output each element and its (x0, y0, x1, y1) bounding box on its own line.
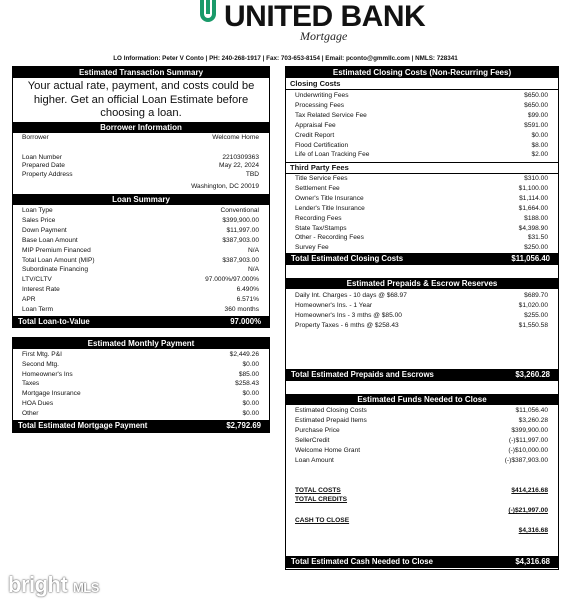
funds-needed-title: Estimated Funds Needed to Close (286, 394, 558, 405)
total-ltv-label: Total Loan-to-Value (18, 317, 90, 326)
funds-needed-row (286, 437, 558, 445)
total-credits-value-row (286, 507, 558, 515)
monthly-payment-value: $0.00 (242, 409, 259, 417)
funds-needed-label: Welcome Home Grant (295, 447, 361, 454)
bank-name: UNITED BANK (224, 0, 426, 33)
total-closing-costs-row (286, 253, 558, 265)
borrower-info-row (13, 154, 269, 162)
loan-summary-row (13, 237, 269, 245)
loan-summary-label: APR (22, 296, 36, 304)
third-party-fee-value: $1,114.00 (519, 194, 548, 202)
loan-summary-row (13, 227, 269, 235)
third-party-fee-label: Owner's Title Insurance (295, 194, 364, 202)
loan-summary-value: $387,903.00 (222, 256, 259, 264)
third-party-fee-value: $1,100.00 (518, 184, 548, 192)
prepaid-value: $1,020.00 (518, 302, 548, 309)
funds-needed-row (286, 427, 558, 435)
prepaid-row (286, 312, 558, 320)
loan-summary-label: Base Loan Amount (22, 236, 78, 244)
third-party-fee-row (286, 175, 558, 183)
closing-cost-value: $2.00 (531, 151, 548, 159)
total-credits-label: TOTAL CREDITS (295, 496, 348, 503)
funds-needed-label: Loan Amount (295, 457, 334, 464)
monthly-payment-row (13, 400, 269, 408)
third-party-fee-row (286, 195, 558, 203)
closing-cost-label: Life of Loan Tracking Fee (295, 151, 370, 159)
loan-summary-label: Interest Rate (22, 286, 60, 294)
borrower-info-row (13, 134, 269, 142)
loan-summary-row (13, 217, 269, 225)
bank-subtitle: Mortgage (300, 29, 348, 43)
monthly-payment-row (13, 361, 269, 369)
funds-needed-value: (-)$387,903.00 (504, 457, 548, 464)
watermark-main: bright (8, 572, 68, 597)
third-party-fee-value: $310.00 (524, 175, 548, 182)
closing-cost-value: $650.00 (524, 101, 548, 109)
loan-summary-value: N/A (248, 246, 259, 254)
third-party-fee-value: $250.00 (524, 244, 548, 252)
third-party-fee-row (286, 234, 558, 242)
third-party-fee-row (286, 244, 558, 252)
transaction-summary-panel (12, 66, 270, 328)
monthly-payment-row (13, 380, 269, 388)
cash-to-close-value-row (286, 527, 558, 535)
borrower-info-value: Welcome Home (212, 134, 259, 141)
prepaid-label: Property Taxes - 6 mths @ $258.43 (295, 322, 399, 329)
loan-summary-value: $11,997.00 (226, 226, 259, 234)
prepaid-value: $689.70 (524, 292, 548, 299)
borrower-info-row (13, 171, 269, 179)
third-party-fee-label: Other - Recording Fees (295, 234, 364, 242)
total-payment-value: $2,792.69 (226, 421, 261, 430)
borrower-info-row (13, 162, 269, 170)
borrower-info-row (13, 183, 269, 191)
loan-summary-row (13, 276, 269, 284)
closing-cost-row (286, 132, 558, 140)
loan-summary-row (13, 286, 269, 294)
loan-summary-value: $399,900.00 (222, 216, 259, 224)
closing-cost-row (286, 102, 558, 110)
total-costs-label: TOTAL COSTS (295, 487, 341, 494)
total-credits-row (286, 496, 558, 504)
total-ltv-row (13, 316, 269, 328)
monthly-payment-value: $0.00 (242, 400, 259, 407)
borrower-info-value: Washington, DC 20019 (191, 183, 259, 190)
closing-cost-label: Underwriting Fees (295, 92, 349, 99)
monthly-payment-row (13, 390, 269, 398)
total-prepaids-row (286, 369, 558, 381)
borrower-info-title: Borrower Information (13, 122, 269, 133)
watermark-suffix: MLS (72, 580, 99, 595)
prepaid-value: $255.00 (524, 312, 548, 319)
prepaid-label: Homeowner's Ins. - 1 Year (295, 302, 373, 309)
third-party-fee-label: Lender's Title Insurance (295, 204, 365, 212)
loan-summary-value: 97.000%/97.000% (205, 276, 259, 284)
closing-cost-label: Flood Certification (295, 141, 349, 149)
monthly-payment-panel (12, 337, 270, 433)
closing-costs-section (286, 79, 558, 90)
monthly-payment-title: Estimated Monthly Payment (13, 338, 269, 349)
borrower-info-value: 2210309363 (222, 154, 259, 161)
third-party-fee-label: Title Service Fees (295, 175, 348, 182)
funds-needed-row (286, 417, 558, 425)
closing-cost-value: $8.00 (531, 141, 548, 149)
prepaid-label: Homeowner's Ins - 3 mths @ $85.00 (295, 312, 402, 319)
monthly-payment-value: $0.00 (242, 390, 259, 398)
borrower-info-label: Borrower (22, 134, 49, 141)
monthly-payment-label: HOA Dues (22, 400, 54, 407)
third-party-section (286, 162, 558, 174)
monthly-payment-label: Second Mtg. (22, 360, 60, 368)
borrower-info-label: Property Address (22, 171, 73, 178)
third-party-fee-label: Recording Fees (295, 214, 342, 222)
funds-needed-value: $399,900.00 (511, 427, 548, 434)
bright-mls-watermark (8, 572, 99, 598)
loan-summary-label: Loan Type (22, 207, 53, 214)
loan-summary-row (13, 247, 269, 255)
funds-needed-row (286, 457, 558, 465)
prepaid-row (286, 292, 558, 300)
third-party-fee-label: Survey Fee (295, 244, 329, 252)
funds-needed-label: Estimated Prepaid Items (295, 417, 367, 424)
monthly-payment-value: $258.43 (235, 380, 259, 388)
third-party-fee-value: $1,664.00 (518, 204, 548, 212)
loan-summary-value: N/A (248, 266, 259, 274)
loan-summary-value: 6.490% (236, 286, 259, 294)
monthly-payment-value: $0.00 (242, 360, 259, 368)
prepaid-label: Daily Int. Charges - 10 days @ $68.97 (295, 292, 407, 299)
monthly-payment-value: $85.00 (238, 370, 259, 378)
monthly-payment-label: Mortgage Insurance (22, 390, 81, 398)
third-party-fee-label: Settlement Fee (295, 184, 340, 192)
total-payment-row (13, 420, 269, 432)
funds-needed-value: (-)$11,997.00 (508, 437, 548, 444)
transaction-summary-title: Estimated Transaction Summary (13, 67, 269, 78)
prepaid-value: $1,550.58 (518, 322, 548, 329)
closing-cost-label: Appraisal Fee (295, 121, 336, 129)
loan-officer-info: LO Information: Peter V Conto | PH: 240-268-1917 | Fax: 703-653-8154 | Email: pconto@gmmllc.com | NMLS: 728341 (113, 55, 458, 62)
closing-costs-panel (285, 66, 559, 570)
funds-needed-label: SellerCredit (295, 437, 330, 444)
loan-summary-label: LTV/CLTV (22, 276, 52, 284)
loan-summary-label: Loan Term (22, 306, 54, 313)
closing-cost-label: Credit Report (295, 131, 335, 139)
cash-to-close-label: CASH TO CLOSE (295, 517, 350, 524)
closing-cost-value: $0.00 (531, 131, 548, 139)
monthly-payment-row (13, 351, 269, 359)
loan-summary-value: Conventional (220, 207, 259, 214)
monthly-payment-label: Homeowner's Ins (22, 370, 73, 378)
borrower-info-value: May 22, 2024 (219, 162, 259, 169)
funds-needed-value: $3,260.28 (518, 417, 548, 424)
bank-logo-icon (198, 0, 218, 26)
borrower-info-value: TBD (245, 171, 259, 178)
total-closing-costs-value: $11,056.40 (511, 254, 550, 263)
prepaids-title: Estimated Prepaids & Escrow Reserves (286, 278, 558, 289)
monthly-payment-row (13, 410, 269, 418)
total-ltv-value: 97.000% (230, 317, 261, 326)
loan-summary-label: MIP Premium Financed (22, 246, 91, 254)
loan-summary-row (13, 266, 269, 274)
loan-summary-value: $387,903.00 (222, 236, 259, 244)
loan-summary-value: 360 months (224, 306, 259, 313)
funds-needed-value: (-)$10,000.00 (508, 447, 548, 454)
closing-cost-row (286, 112, 558, 120)
monthly-payment-value: $2,449.26 (229, 351, 259, 358)
monthly-payment-label: Other (22, 409, 39, 417)
total-prepaids-value: $3,260.28 (515, 370, 550, 379)
third-party-fee-row (286, 205, 558, 213)
closing-cost-value: $650.00 (524, 92, 548, 99)
monthly-payment-row (13, 371, 269, 379)
closing-cost-value: $591.00 (524, 121, 548, 129)
total-cash-needed-label: Total Estimated Cash Needed to Close (291, 557, 433, 566)
loan-summary-label: Subordinate Financing (22, 266, 88, 274)
third-party-fee-value: $188.00 (524, 214, 548, 222)
total-costs-row (286, 487, 558, 495)
total-credits-value: (-)$21,997.00 (508, 507, 548, 514)
closing-cost-label: Processing Fees (295, 101, 345, 109)
third-party-fee-row (286, 185, 558, 193)
third-party-section-label: Third Party Fees (290, 163, 349, 172)
total-closing-costs-label: Total Estimated Closing Costs (291, 254, 404, 263)
monthly-payment-label: First Mtg. P&I (22, 351, 62, 358)
third-party-fee-value: $4,398.90 (518, 224, 548, 232)
closing-cost-row (286, 92, 558, 100)
total-prepaids-label: Total Estimated Prepaids and Escrows (291, 370, 434, 379)
loan-summary-label: Down Payment (22, 226, 67, 234)
funds-needed-label: Estimated Closing Costs (295, 407, 367, 414)
closing-cost-value: $99.00 (527, 111, 548, 119)
funds-needed-row (286, 447, 558, 455)
total-payment-label: Total Estimated Mortgage Payment (18, 421, 148, 430)
loan-summary-row (13, 207, 269, 215)
loan-summary-value: 6.571% (236, 296, 259, 304)
loan-summary-row (13, 306, 269, 314)
prepaid-row (286, 322, 558, 330)
closing-cost-row (286, 122, 558, 130)
prepaid-row (286, 302, 558, 310)
borrower-info-label: Loan Number (22, 154, 62, 161)
total-costs-value: $414,216.68 (511, 487, 548, 494)
third-party-fee-row (286, 215, 558, 223)
loan-summary-title: Loan Summary (13, 194, 269, 205)
total-cash-needed-value: $4,316.68 (515, 557, 550, 566)
funds-needed-row (286, 407, 558, 415)
third-party-fee-value: $31.50 (527, 234, 548, 242)
cash-to-close-row (286, 517, 558, 525)
loan-summary-row (13, 296, 269, 304)
closing-cost-label: Tax Related Service Fee (295, 111, 367, 119)
funds-needed-value: $11,056.40 (515, 407, 548, 414)
monthly-payment-label: Taxes (22, 380, 40, 388)
closing-cost-row (286, 142, 558, 150)
disclaimer-text: Your actual rate, payment, and costs could be higher. Get an official Loan Estimate before choosing a loan. (27, 80, 255, 119)
closing-costs-title: Estimated Closing Costs (Non-Recurring Fees) (286, 67, 558, 78)
total-cash-needed-row (286, 556, 558, 568)
funds-needed-label: Purchase Price (295, 427, 340, 434)
third-party-fee-row (286, 225, 558, 233)
loan-summary-row (13, 257, 269, 265)
loan-summary-label: Total Loan Amount (MIP) (22, 256, 95, 264)
closing-cost-row (286, 151, 558, 159)
cash-to-close-value: $4,316.68 (518, 527, 548, 534)
third-party-fee-label: State Tax/Stamps (295, 224, 347, 232)
borrower-info-label: Prepared Date (22, 162, 65, 169)
loan-summary-label: Sales Price (22, 216, 56, 224)
closing-costs-section-label: Closing Costs (290, 79, 341, 88)
